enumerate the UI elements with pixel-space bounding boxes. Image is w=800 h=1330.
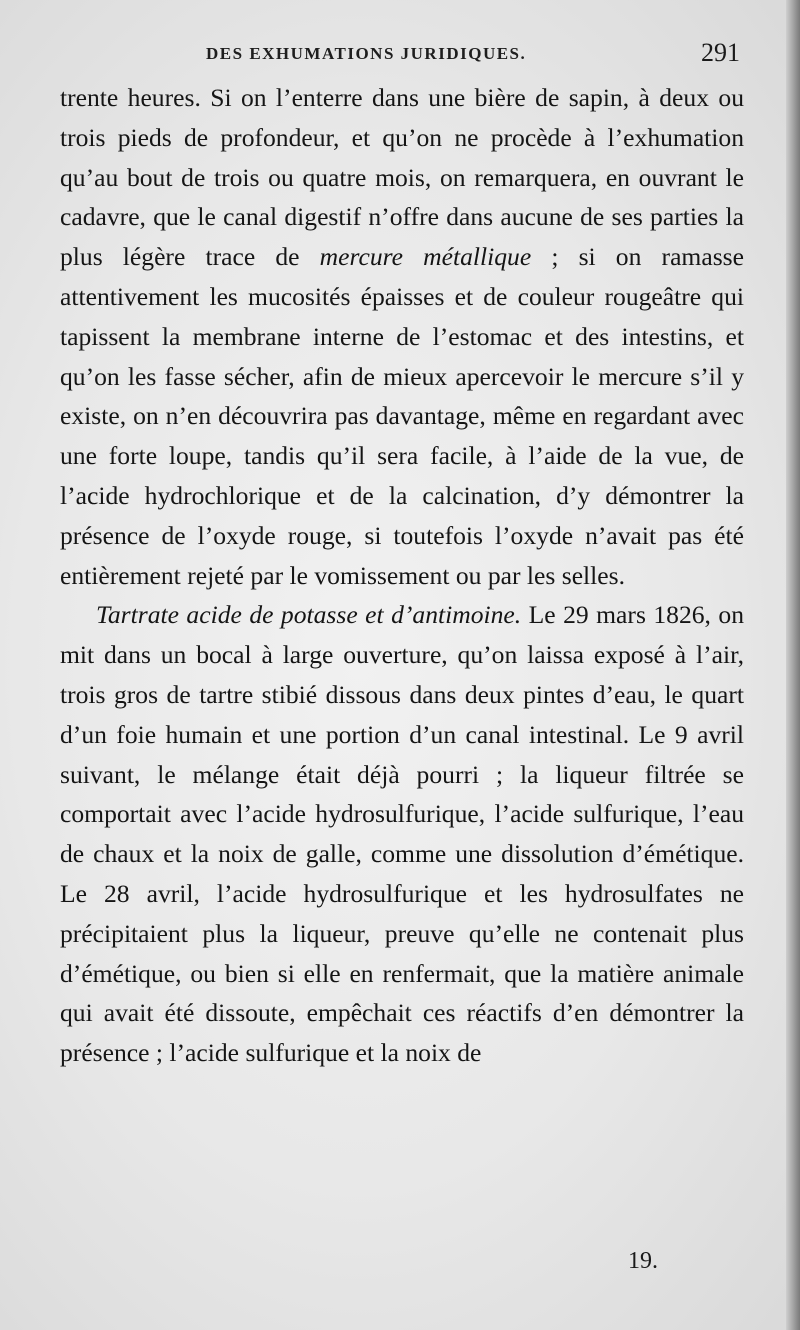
body-text (60, 78, 744, 1073)
paragraph1-end-text: ; si on ramasse attentivement les mucosités épaisses et de couleur rougeâtre qui tapissent la membrane interne de l’estomac et des intestins, et qu’on les fasse sécher, afin de mieux apercevoir le mercure s’il y existe, on n’en découvrira pas davantage, même en regardant avec une forte loupe, tandis qu’il sera facile, à l’aide de la vue, de l’acide hydrochlorique et de la calcination, d’y démontrer la présence de l’oxyde rouge, si toutefois l’oxyde n’avait pas été entièrement rejeté par le vomissement ou par les selles. (60, 242, 744, 590)
paragraph-mercury (60, 78, 744, 595)
running-head: DES EXHUMATIONS JURIDIQUES. (206, 44, 527, 63)
page-header (58, 38, 742, 78)
paragraph-tartrate (60, 595, 744, 1073)
page-edge-shadow (786, 0, 800, 1330)
paragraph2-text: Le 29 mars 1826, on mit dans un bocal à large ouverture, qu’on laissa exposé à l’air, trois gros de tartre stibié dissous dans deux pintes d’eau, le quart d’un foie humain et une portion d’un canal intestinal. Le 9 avril suivant, le mélange était déjà pourri ; la liqueur filtrée se comportait avec l’acide hydrosulfurique, l’acide sulfurique, l’eau de chaux et la noix de galle, comme une dissolution d’émétique. Le 28 avril, l’acide hydrosulfurique et les hydrosulfates ne précipitaient plus la liqueur, preuve qu’elle ne contenait plus d’émétique, ou bien si elle en renfermait, que la matière animale qui avait été dissoute, empêchait ces réactifs d’en démontrer la présence ; l’acide sulfurique et la noix de (60, 600, 744, 1068)
signature-mark: 19. (628, 1248, 658, 1274)
page-number: 291 (701, 38, 740, 67)
paragraph1-text: trente heures. Si on l’enterre dans une bière de sapin, à deux ou trois pieds de profondeur, et qu’on ne procède à l’exhumation qu’au bout de trois ou quatre mois, on remarquera, en ouvrant le cadavre, que le canal digestif n’offre dans aucune de ses parties la plus légère trace de (60, 83, 744, 272)
paragraph2-heading: Tartrate acide de potasse et d’antimoine. (96, 600, 522, 630)
paragraph1-italic-term: mercure métallique (319, 242, 532, 272)
